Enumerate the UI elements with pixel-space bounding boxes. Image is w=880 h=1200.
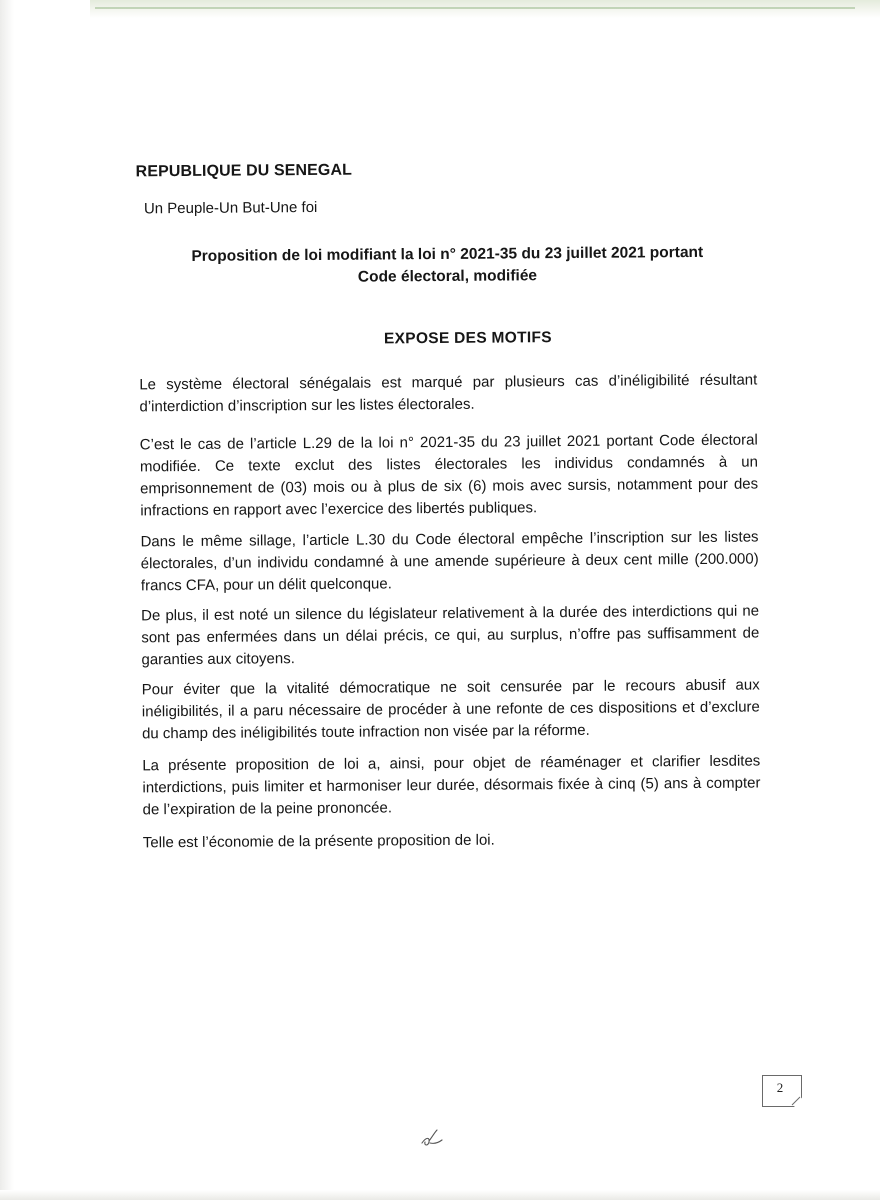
bill-title-line-2: Code électoral, modifiée: [357, 267, 538, 286]
page-box-folded-corner: [791, 1095, 803, 1107]
paragraph-1: Le système électoral sénégalais est marqué par plusieurs cas d’inéligibilité résultant d’interdiction d’inscription sur les listes électorales.: [139, 371, 758, 416]
bill-title-line-1: Proposition de loi modifiant la loi n° 2021-35 du 23 juillet 2021 portant: [191, 243, 704, 265]
republic-heading: REPUBLIQUE DU SENEGAL: [135, 161, 353, 181]
national-motto: Un Peuple-Un But-Une foi: [143, 198, 318, 218]
paragraph-3: Dans le même sillage, l’article L.30 du Code électoral empêche l’inscription sur les listes électorales, d’un individu condamné à une amende supérieure à deux cent mille (200.000) francs CFA, pour un délit quelconque.: [140, 528, 759, 595]
bill-title: [117, 241, 777, 290]
paragraph-5: Pour éviter que la vitalité démocratique ne soit censurée par le recours abusif aux inéligibilités, il a paru nécessaire de procéder à une refonte de ces dispositions et d’exclure du champ des inéligibilités toute infraction non visée par la réforme.: [141, 676, 760, 743]
paragraph-2: C’est le cas de l’article L.29 de la loi n° 2021-35 du 23 juillet 2021 portant Code électoral modifiée. Ce texte exclut des listes électorales les individus condamnés à un emprisonnement de (03) mois ou à plus de six (6) mois avec sursis, notamment pour des infractions en rapport avec l’exercice des libertés publiques.: [139, 431, 759, 520]
handwritten-initial-mark: [418, 1127, 446, 1151]
paragraph-4: De plus, il est noté un silence du législateur relativement à la durée des interdictions qui ne sont pas enfermées dans un délai précis, ce qui, au surplus, n’offre pas suffisamment de garanties aux citoyens.: [141, 602, 760, 669]
paragraph-6: La présente proposition de loi a, ainsi, pour objet de réaménager et clarifier lesdites interdictions, puis limiter et harmoniser leur durée, désormais fixée à cinq (5) ans à compter de l’expiration de la peine prononcée.: [142, 752, 761, 819]
page-number: 2: [776, 1080, 784, 1095]
section-heading: EXPOSE DES MOTIFS: [383, 329, 552, 348]
paragraph-7: Telle est l’économie de la présente proposition de loi.: [142, 831, 495, 852]
